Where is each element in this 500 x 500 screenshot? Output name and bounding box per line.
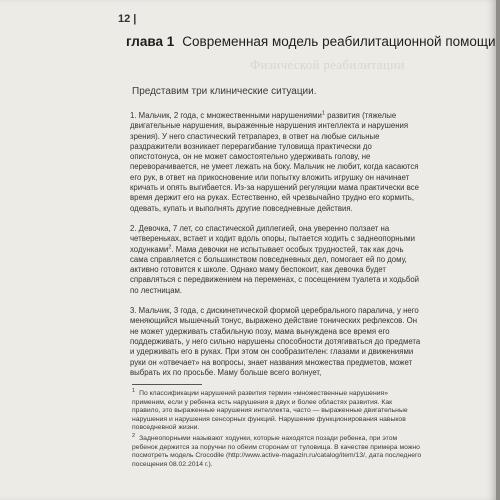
show-through-text: Физической реабилитации	[250, 57, 405, 72]
chapter-label: глава 1	[126, 34, 175, 49]
chapter-title: Современная модель реабилитационной помощи	[182, 34, 496, 49]
footnote-1-number: 1	[132, 387, 136, 394]
footnote-ref-2: 2	[168, 243, 172, 250]
footnote-2-number: 2	[132, 432, 136, 439]
page-number: 12 |	[118, 13, 137, 25]
page-edge	[496, 0, 500, 500]
case-1-text-a: 1. Мальчик, 2 года, с множественными нарушениями	[130, 111, 322, 120]
footnotes	[132, 387, 422, 471]
case-paragraph-1	[130, 111, 422, 214]
footnote-2	[132, 432, 422, 469]
case-1-text-b: развития (тяжелые двигательные нарушения, выраженные нарушения интеллекта и нарушения зрения). У него спастический тетрапарез, в ответ на любые сильные раздражители возникает перерагибание туловища практически до опистотонуса, он не может самостоятельно удерживать голову, не переворачивается, не умеет лежать на боку. Мальчик не любит, когда касаются его рук, в ответ на прикосновение или попытку вложить игрушку он начинает кричать и опять выгибается. Из-за нарушений регуляции мама практически все время держит его на руках. Естественно, ей чрезвычайно трудно его кормить, одевать, купать и выполнять другие повседневные действия.	[130, 111, 419, 213]
case-2-text-a: 2. Девочка, 7 лет, со спастической диплегией, она уверенно ползает на четвереньках, встает и ходит вдоль опоры, пытается ходить с заднеопорными ходунками	[130, 223, 415, 254]
footnote-ref-1: 1	[321, 110, 325, 117]
chapter-header	[126, 34, 496, 49]
case-paragraph-2	[130, 224, 422, 296]
case-3-text: 3. Мальчик, 3 года, с дискинетической формой церебрального паралича, у него меняющийся мышечный тонус, выражено действие тонических рефлексов. Он не может удерживать стабильную позу, мама вынуждена все время его поддерживать, у него сильно нарушены способности дотягиваться до предмета и удерживать его в руках. При этом он сообразителен: глазами и движениями руки он «отвечает» на вопросы, знает названия множества предметов, может выбрать их по просьбе. Маму больше всего волнует,	[130, 306, 421, 377]
footnote-divider	[132, 384, 202, 385]
case-2-text-b: . Мама девочки не испытывает особых трудностей, так как дочь сама справляется с большинством повседневных дел, помогает ей по дому, активно готовится к школе. Однако маму беспокоит, как девочка будет справляться с передвижением на переменах, с посещением туалета и ходьбой по лестницам.	[130, 244, 420, 295]
body-text	[130, 86, 422, 388]
intro-paragraph: Представим три клинические ситуации.	[132, 86, 317, 97]
case-paragraph-3	[130, 306, 422, 378]
footnote-1-text: По классификации нарушений развития термин «множественные нарушения» применим, если у ребенка есть нарушения в двух и более областях развития. Как правило, это выраженные нарушения интеллекта, часто — выраженные двигательные нарушения и нарушения сенсорных функций. Нарушение функционирования навыков повседневной жизни.	[132, 390, 408, 432]
footnote-2-text: Заднеопорными называют ходунки, которые находятся позади ребенка, при этом ребенок держится за поручни по обеим сторонам от туловища. В качестве примера можно посмотреть модель Crocodile (http://www.active-magazin.ru/catalog/item/13/, дата последнего посещения 08.02.2014 г.).	[132, 434, 422, 468]
footnote-1	[132, 387, 422, 433]
